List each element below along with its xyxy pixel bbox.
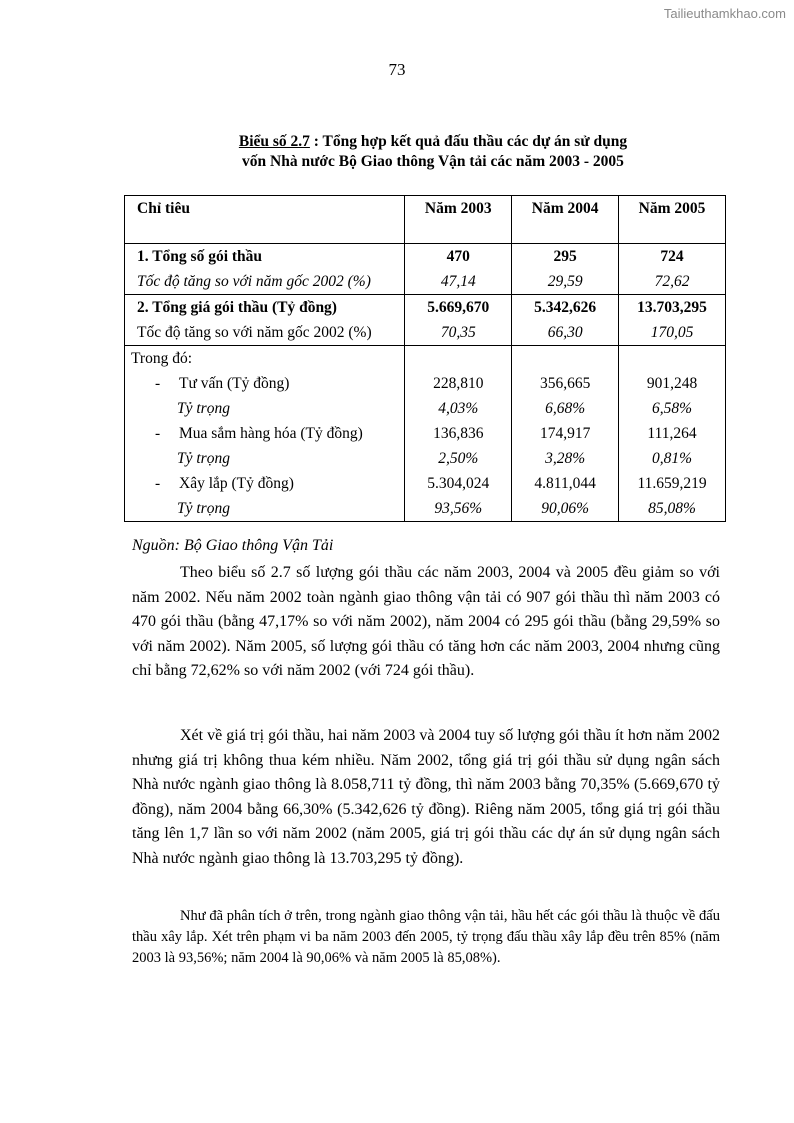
table-row-consulting bbox=[125, 371, 726, 396]
cell-2005: 170,05 bbox=[619, 320, 726, 346]
table-row-construction-share bbox=[125, 496, 726, 522]
table-header-row bbox=[125, 196, 726, 244]
table-row-goods-share bbox=[125, 446, 726, 471]
cell-2003: 70,35 bbox=[405, 320, 512, 346]
cell-2004: 66,30 bbox=[512, 320, 619, 346]
bidding-results-table bbox=[124, 195, 726, 522]
table-source-note: Nguồn: Bộ Giao thông Vận Tải bbox=[132, 537, 334, 554]
page-number: 73 bbox=[388, 60, 406, 79]
cell-2003: 47,14 bbox=[405, 269, 512, 295]
table-title bbox=[100, 132, 766, 172]
cell-2004: 90,06% bbox=[512, 496, 619, 522]
cell-2005: 111,264 bbox=[619, 421, 726, 446]
row-label: Tỷ trọng bbox=[125, 446, 405, 471]
cell-2005: 724 bbox=[619, 244, 726, 270]
row-label-text: Mua sắm hàng hóa (Tỷ đồng) bbox=[179, 424, 363, 442]
table-row-goods-procurement bbox=[125, 421, 726, 446]
table-row-breakdown-label bbox=[125, 346, 726, 372]
cell-2003: 2,50% bbox=[405, 446, 512, 471]
body-paragraph-2: Xét về giá trị gói thầu, hai năm 2003 và 2004 tuy số lượng gói thầu ít hơn năm 2002 nhưng giá trị không thua kém nhiều. Năm 2002, tổng giá trị gói thầu sử dụng ngân sách Nhà nước ngành giao thông là 8.058,711 tỷ đồng, thì năm 2003 bằng 70,35% (5.669,670 tỷ đồng), năm 2004 bằng 66,30% (5.342,626 tỷ đồng). Riêng năm 2005, tổng giá trị gói thầu tăng lên 1,7 lần so với năm 2002 (năm 2005, giá trị gói thầu các dự án sử dụng ngân sách Nhà nước ngành giao thông là 13.703,295 tỷ đồng). bbox=[132, 727, 720, 867]
row-label: Trong đó: bbox=[125, 346, 405, 372]
cell-2004: 6,68% bbox=[512, 396, 619, 421]
row-label: Tỷ trọng bbox=[125, 496, 405, 522]
cell-2005: 72,62 bbox=[619, 269, 726, 295]
row-label: Tốc độ tăng so với năm gốc 2002 (%) bbox=[125, 320, 405, 346]
row-label: 2. Tổng giá gói thầu (Tỷ đồng) bbox=[125, 295, 405, 321]
cell-2005: 13.703,295 bbox=[619, 295, 726, 321]
cell-2005: 85,08% bbox=[619, 496, 726, 522]
cell-2005: 901,248 bbox=[619, 371, 726, 396]
cell-2003: 470 bbox=[405, 244, 512, 270]
cell-2005: 11.659,219 bbox=[619, 471, 726, 496]
body-paragraph-1: Theo biểu số 2.7 số lượng gói thầu các năm 2003, 2004 và 2005 đều giảm so với năm 2002. Nếu năm 2002 toàn ngành giao thông vận tải có 907 gói thầu thì năm 2003 có 470 gói thầu (bằng 47,17% so với năm 2002), năm 2004 có 295 gói thầu (bằng 29,59% so với năm 2002). Năm 2005, số lượng gói thầu có tăng hơn các năm 2003, 2004 nhưng cũng chỉ bằng 72,62% so với năm 2002 (với 724 gói thầu). bbox=[132, 564, 720, 679]
cell-2004: 5.342,626 bbox=[512, 295, 619, 321]
cell-2004: 356,665 bbox=[512, 371, 619, 396]
row-label bbox=[125, 421, 405, 446]
row-label: Tốc độ tăng so với năm gốc 2002 (%) bbox=[125, 269, 405, 295]
table-row-construction bbox=[125, 471, 726, 496]
cell-2003: 136,836 bbox=[405, 421, 512, 446]
cell-2004: 29,59 bbox=[512, 269, 619, 295]
header-indicator: Chỉ tiêu bbox=[125, 196, 405, 244]
header-year-2005: Năm 2005 bbox=[619, 196, 726, 244]
header-year-2003: Năm 2003 bbox=[405, 196, 512, 244]
cell-2003: 5.669,670 bbox=[405, 295, 512, 321]
table-caption-label: Biểu số 2.7 bbox=[238, 133, 310, 150]
cell-2005: 6,58% bbox=[619, 396, 726, 421]
list-dash: - bbox=[155, 474, 161, 492]
cell-2004: 295 bbox=[512, 244, 619, 270]
row-label bbox=[125, 371, 405, 396]
row-label-text: Xây lắp (Tỷ đồng) bbox=[179, 474, 294, 492]
cell-2003: 4,03% bbox=[405, 396, 512, 421]
list-dash: - bbox=[155, 424, 161, 442]
table-row-total-packages bbox=[125, 244, 726, 270]
cell-2003: 93,56% bbox=[405, 496, 512, 522]
row-label bbox=[125, 471, 405, 496]
row-label: 1. Tổng số gói thầu bbox=[125, 244, 405, 270]
cell-2005 bbox=[619, 346, 726, 372]
table-row-total-value bbox=[125, 295, 726, 321]
table-row-consulting-share bbox=[125, 396, 726, 421]
list-dash: - bbox=[155, 374, 161, 392]
cell-2004 bbox=[512, 346, 619, 372]
cell-2003 bbox=[405, 346, 512, 372]
cell-2005: 0,81% bbox=[619, 446, 726, 471]
table-title-line-1-text: : Tổng hợp kết quả đấu thầu các dự án sử dụng bbox=[309, 133, 628, 150]
cell-2004: 174,917 bbox=[512, 421, 619, 446]
table-row-value-growth bbox=[125, 320, 726, 346]
table-row-packages-growth bbox=[125, 269, 726, 295]
header-year-2004: Năm 2004 bbox=[512, 196, 619, 244]
cell-2004: 4.811,044 bbox=[512, 471, 619, 496]
cell-2004: 3,28% bbox=[512, 446, 619, 471]
cell-2003: 228,810 bbox=[405, 371, 512, 396]
table-title-line-2: vốn Nhà nước Bộ Giao thông Vận tải các năm 2003 - 2005 bbox=[242, 153, 624, 170]
row-label-text: Tư vấn (Tỷ đồng) bbox=[179, 374, 290, 392]
row-label: Tỷ trọng bbox=[125, 396, 405, 421]
body-paragraph-3: Như đã phân tích ở trên, trong ngành giao thông vận tải, hầu hết các gói thầu là thuộc về đấu thầu xây lắp. Xét trên phạm vi ba năm 2003 đến 2005, tỷ trọng đấu thầu xây lắp đều trên 85% (năm 2003 là 93,56%; năm 2004 là 90,06% và năm 2005 là 85,08%). bbox=[132, 908, 720, 966]
table-title-line-1 bbox=[100, 132, 766, 152]
cell-2003: 5.304,024 bbox=[405, 471, 512, 496]
watermark: Tailieuthamkhao.com bbox=[663, 6, 786, 21]
